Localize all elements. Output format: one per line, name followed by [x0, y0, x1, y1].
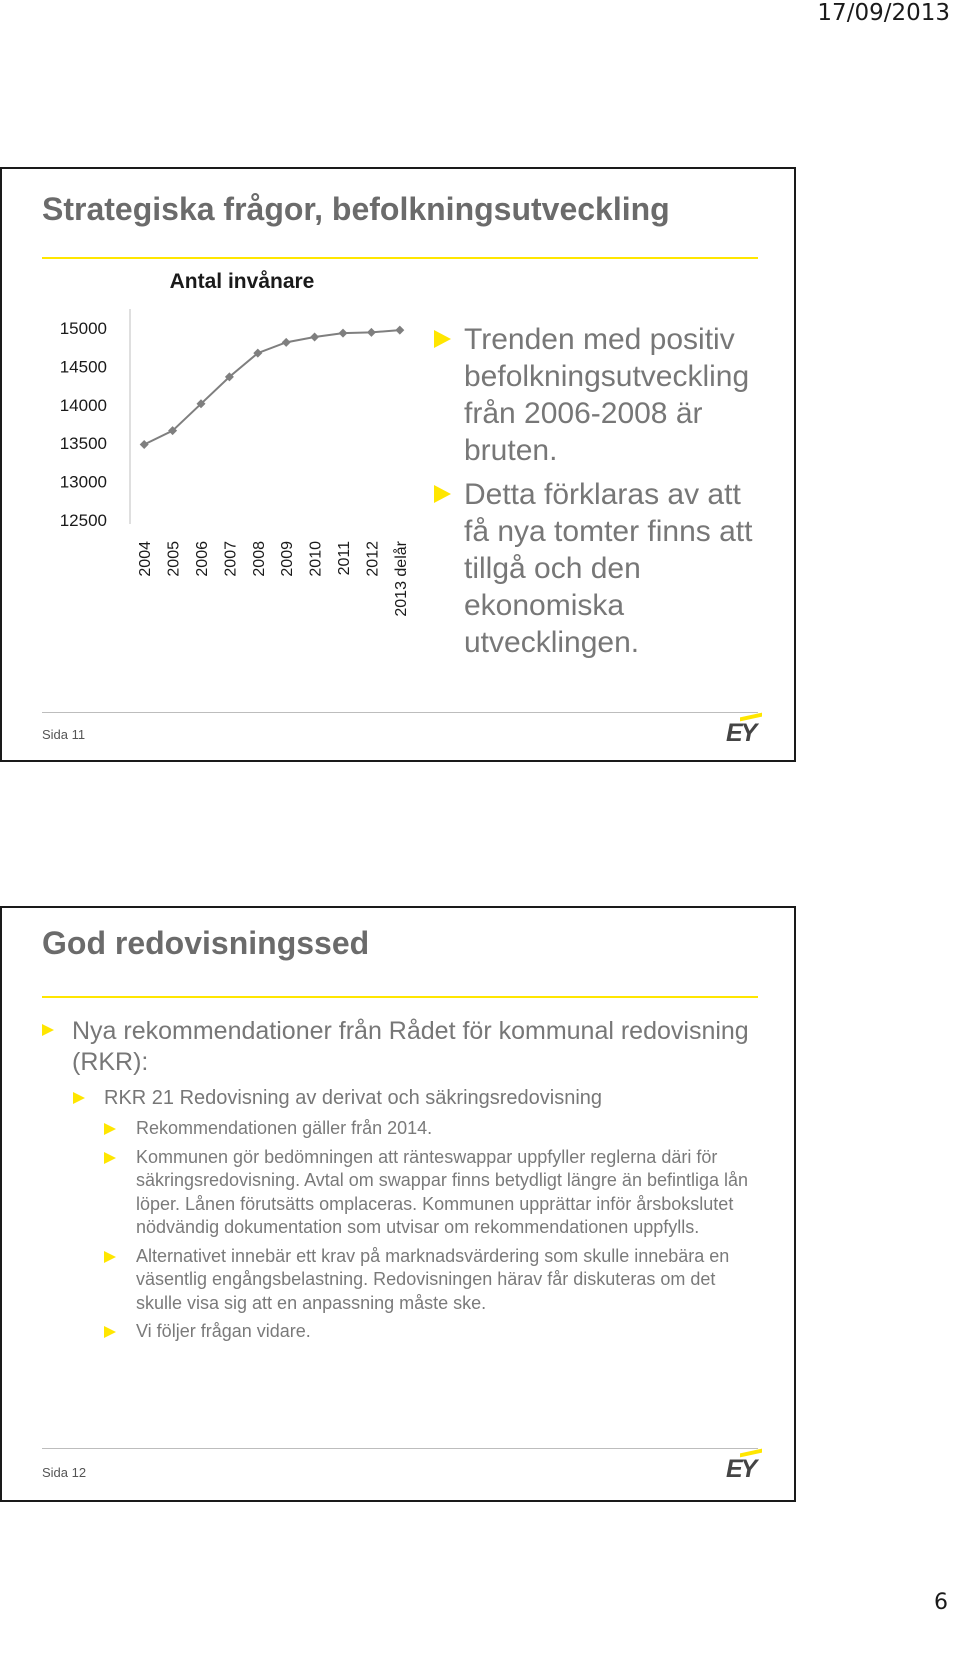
x-tick-label: 2006 — [194, 541, 211, 577]
y-tick-label: 13500 — [59, 434, 107, 454]
bullet-triangle-icon — [104, 1152, 116, 1164]
footer-rule — [42, 712, 758, 713]
bullet-text: Alternativet innebär ett krav på marknadsvärdering som skulle innebära en väsentlig engångsbelastning. Redovisningen härav får diskuteras om det skulle visa sig att en anpassning måste ske. — [136, 1245, 730, 1313]
bullet-item — [434, 476, 774, 661]
x-tick-label: 2010 — [307, 541, 325, 577]
bullet-text: Rekommendationen gäller från 2014. — [136, 1118, 433, 1138]
x-tick-label: 2011 — [336, 541, 353, 576]
data-point — [140, 440, 149, 449]
footer-page-label: Sida 11 — [42, 727, 86, 742]
title-rule — [42, 996, 758, 998]
bullet-text: RKR 21 Redovisning av derivat och säkringsredovisning — [104, 1087, 603, 1109]
data-point — [339, 329, 348, 338]
bullet-text: Trenden med positiv befolkningsutveckling från 2006-2008 är bruten. — [464, 323, 750, 467]
y-tick-label: 14500 — [59, 357, 107, 377]
bullet-item — [434, 321, 774, 469]
slide1-bullets — [434, 321, 774, 668]
bullet-level3 — [42, 1320, 762, 1344]
bullet-text: Vi följer frågan vidare. — [136, 1321, 311, 1341]
bullet-level3 — [42, 1146, 762, 1240]
bullet-level2 — [42, 1086, 762, 1111]
bullet-level3 — [42, 1117, 762, 1141]
bullet-text: Kommunen gör bedömningen att ränteswappar uppfyller reglerna däri för säkringsredovisning. Avtal om swappar finns betydligt längre än befintliga lån löper. Lånen förutsätts omplaceras. Kommunen upprättar inför årsbokslutet nödvändig dokumentation som utvisar om rekommendationen uppfylls. — [136, 1146, 749, 1237]
bullet-text: Nya rekommendationer från Rådet för kommunal redovisning (RKR): — [72, 1017, 749, 1076]
bullet-triangle-icon — [434, 330, 451, 348]
y-tick-label: 15000 — [59, 319, 107, 338]
page-number: 6 — [934, 1590, 948, 1615]
footer-page-label: Sida 12 — [42, 1465, 87, 1480]
slide2-content — [42, 1016, 762, 1349]
bullet-triangle-icon — [104, 1123, 116, 1135]
data-point — [282, 338, 291, 347]
page-date: 17/09/2013 — [817, 0, 950, 26]
y-tick-label: 13000 — [59, 472, 107, 492]
bullet-triangle-icon — [104, 1326, 116, 1338]
slide-12 — [0, 906, 796, 1502]
data-point — [367, 328, 376, 337]
bullet-level3 — [42, 1245, 762, 1316]
bullet-triangle-icon — [104, 1251, 116, 1263]
bullet-triangle-icon — [434, 485, 451, 503]
data-point — [310, 332, 319, 341]
x-tick-label: 2009 — [279, 541, 297, 577]
series-line — [144, 330, 400, 444]
slide-11 — [0, 167, 796, 762]
x-tick-label: 2005 — [165, 541, 183, 577]
bullet-level1 — [42, 1016, 762, 1078]
slide-title: God redovisningssed — [42, 925, 370, 961]
x-tick-label: 2013 delår — [392, 541, 410, 617]
population-line-chart — [2, 169, 432, 669]
x-tick-label: 2008 — [250, 541, 268, 577]
data-point — [395, 326, 404, 335]
x-tick-label: 2007 — [222, 541, 240, 577]
bullet-triangle-icon — [42, 1024, 54, 1036]
y-tick-label: 12500 — [59, 511, 107, 530]
x-tick-label: 2004 — [137, 541, 155, 577]
bullet-triangle-icon — [73, 1092, 85, 1104]
chart-title: Antal invånare — [169, 270, 315, 293]
bullet-text: Detta förklaras av att få nya tomter finns att tillgå och den ekonomiska utvecklingen. — [464, 478, 753, 659]
x-tick-label: 2012 — [364, 541, 382, 577]
slide-title: Strategiska frågor, befolkningsutveckling — [42, 191, 670, 227]
footer-rule — [42, 1448, 758, 1449]
ey-logo: EY — [726, 719, 756, 747]
ey-logo: EY — [726, 1455, 756, 1483]
y-tick-label: 14000 — [59, 395, 107, 415]
